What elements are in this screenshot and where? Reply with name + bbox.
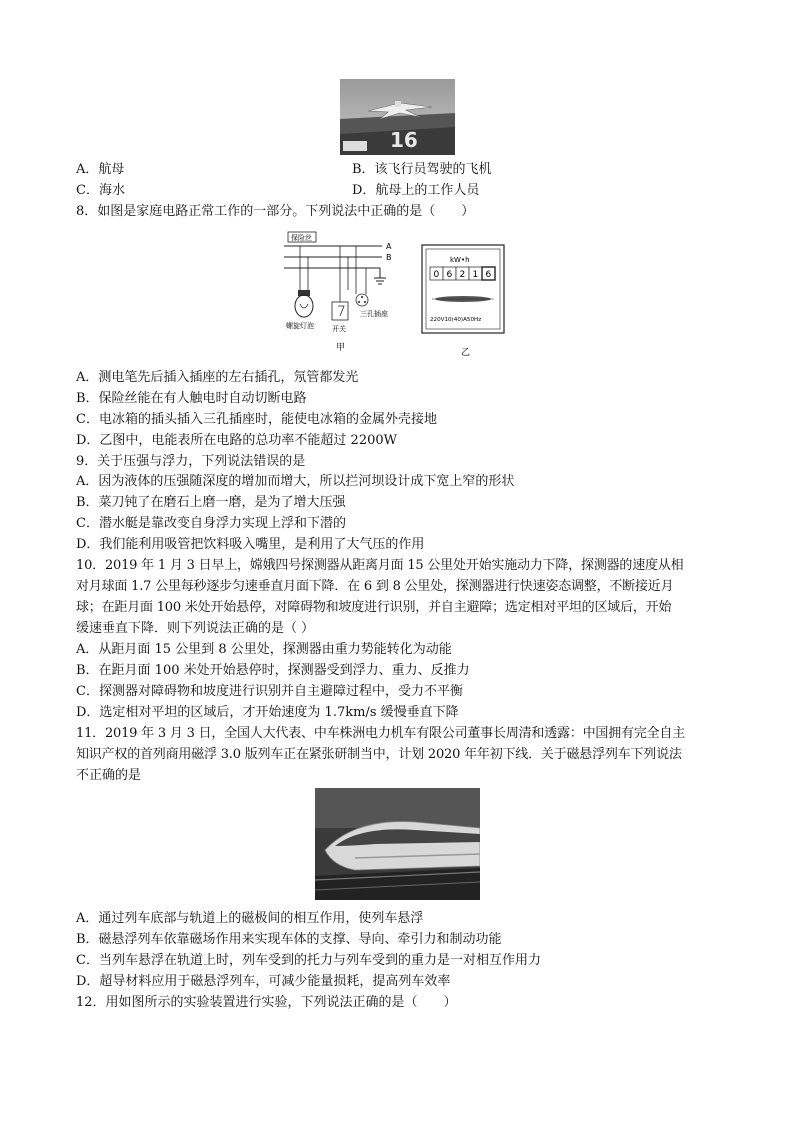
socket-label: 三孔插座 (360, 310, 388, 318)
q11-option-d: D．超导材料应用于磁悬浮列车，可减少能量损耗，提高列车效率 (76, 974, 451, 989)
q7-option-b: B．该飞行员驾驶的飞机 (352, 162, 492, 177)
fuse-label: 保险丝 (291, 234, 312, 242)
q7-option-a: A．航母 (76, 162, 125, 177)
q11-stem-line-1: 11．2019 年 3 月 3 日，全国人大代表、中车株洲电力机车有限公司董事长周清和透露：中国拥有完全自主 (76, 726, 686, 741)
q11-option-b: B．磁悬浮列车依靠磁场作用来实现车体的支撑、导向、牵引力和制动功能 (76, 932, 502, 947)
meter-digits (430, 267, 495, 280)
q7-option-c: C．海水 (76, 183, 125, 198)
switch-label: 开关 (332, 325, 346, 333)
q10-option-a: A．从距月面 15 公里到 8 公里处，探测器由重力势能转化为动能 (76, 642, 452, 657)
q8-option-c: C．电冰箱的插头插入三孔插座时，能使电冰箱的金属外壳接地 (76, 412, 437, 427)
meter-spec: 220V10(40)A50Hz (430, 317, 482, 323)
meter-digit-1: 0 (433, 270, 440, 280)
energy-meter-diagram (420, 243, 510, 358)
q11-option-c: C．当列车悬浮在轨道上时，列车受到的托力与列车受到的重力是一对相互作用力 (76, 953, 541, 968)
q10-stem-line-2: 对月球面 1.7 公里每秒逐步匀速垂直月面下降．在 6 到 8 公里处，探测器进行快速姿态调整，不断接近月 (76, 579, 674, 594)
q9-option-a: A．因为液体的压强随深度的增加而增大，所以拦河坝设计成下宽上窄的形状 (76, 474, 515, 489)
meter-digit-4: 1 (472, 270, 479, 280)
q11-option-a: A．通过列车底部与轨道上的磁极间的相互作用，使列车悬浮 (76, 911, 424, 926)
q10-stem-line-3: 球；在距月面 100 米处开始悬停，对障碍物和坡度进行识别，并自主避障；选定相对平坦的区域后，开始 (76, 600, 672, 615)
q9-stem: 9．关于压强与浮力，下列说法错误的是 (76, 454, 306, 469)
q9-option-b: B．菜刀钝了在磨石上磨一磨，是为了增大压强 (76, 495, 346, 510)
meter-digit-2: 6 (446, 270, 453, 280)
deck-number: 16 (390, 128, 418, 152)
q10-stem-line-1: 10．2019 年 1 月 3 日早上，嫦娥四号探测器从距离月面 15 公里处开始实施动力下降，探测器的速度从相 (76, 558, 684, 573)
q11-stem-line-2: 知识产权的首列商用磁浮 3.0 版列车正在紧张研制当中，计划 2020 年年初下线．关于磁悬浮列车下列说法 (76, 747, 682, 762)
meter-unit: kW•h (450, 256, 470, 264)
maglev-train-photo (315, 788, 480, 900)
q9-option-d: D．我们能利用吸管把饮料吸入嘴里，是利用了大气压的作用 (76, 537, 425, 552)
q8-stem: 8．如图是家庭电路正常工作的一部分。下列说法中正确的是（ ） (76, 204, 475, 219)
q9-option-c: C．潜水艇是靠改变自身浮力实现上浮和下潜的 (76, 516, 346, 531)
circuit-diagram-jia (282, 230, 412, 355)
q10-option-d: D．选定相对平坦的区域后，才开始速度为 1.7km/s 缓慢垂直下降 (76, 705, 459, 720)
figure-jia-label: 甲 (336, 343, 346, 353)
figure-yi-label: 乙 (461, 348, 471, 358)
meter-digit-3: 2 (459, 270, 466, 280)
bulb-label: 螺旋灯泡 (286, 322, 314, 330)
q11-stem-line-3: 不正确的是 (76, 768, 142, 783)
meter-digit-5: 6 (485, 270, 492, 280)
q10-option-b: B．在距月面 100 米处开始悬停时，探测器受到浮力、重力、反推力 (76, 663, 470, 678)
q7-option-d: D．航母上的工作人员 (352, 183, 480, 198)
q8-option-a: A．测电笔先后插入插座的左右插孔，氖管都发光 (76, 370, 359, 385)
q10-option-c: C．探测器对障碍物和坡度进行识别并自主避障过程中，受力不平衡 (76, 684, 463, 699)
q12-stem: 12．用如图所示的实验装置进行实验，下列说法正确的是（ ） (76, 995, 457, 1010)
q8-option-d: D．乙图中，电能表所在电路的总功率不能超过 2200W (76, 433, 398, 448)
carrier-jet-photo (340, 79, 455, 155)
line-a-label: A (386, 242, 392, 251)
line-b-label: B (386, 253, 392, 262)
q8-option-b: B．保险丝能在有人触电时自动切断电路 (76, 391, 307, 406)
q10-stem-line-4: 缓速垂直下降．则下列说法正确的是（ ） (76, 621, 315, 636)
